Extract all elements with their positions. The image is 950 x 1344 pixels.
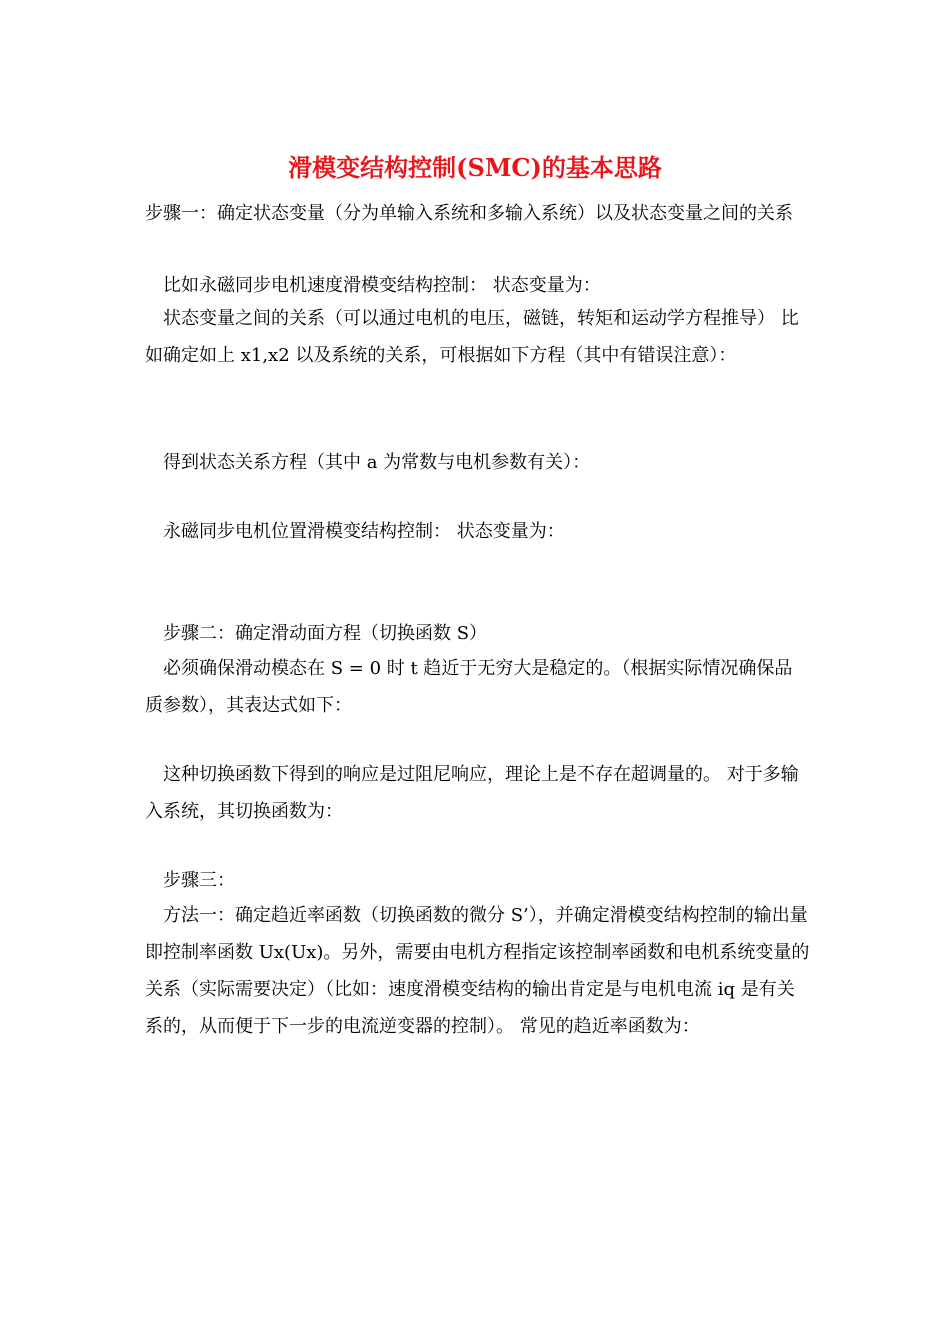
paragraph-position-control: 永磁同步电机位置滑模变结构控制： 状态变量为： [163, 521, 565, 542]
paragraph-speed-control: 比如永磁同步电机速度滑模变结构控制： 状态变量为： [163, 275, 601, 296]
paragraph-step-two: 步骤二：确定滑动面方程（切换函数 S） [163, 623, 488, 644]
paragraph-step-three: 步骤三： [163, 870, 235, 891]
paragraph-overdamped: 这种切换函数下得到的响应是过阻尼响应，理论上是不存在超调量的。 对于多输入系统，其切换函数为： [145, 764, 799, 822]
paragraph-state-equation: 得到状态关系方程（其中 a 为常数与电机参数有关）： [163, 452, 591, 473]
document-title: 滑模变结构控制(SMC)的基本思路 [288, 153, 662, 182]
paragraph-method-one: 方法一：确定趋近率函数（切换函数的微分 S’），并确定滑模变结构控制的输出量即控制率函数 Ux(Ux)。另外，需要由电机方程指定该控制率函数和电机系统变量的关系（实际需要决定）（比如：速度滑模变结构的输出肯定是与电机电流 iq 是有关系的，从而便于下一步的电流逆变器的控制）。 常见的趋近率函数为： [145, 905, 810, 1037]
paragraph-sliding-mode: 必须确保滑动模态在 S = 0 时 t 趋近于无穷大是稳定的。（根据实际情况确保品质参数），其表达式如下： [145, 658, 793, 716]
paragraph-step-one: 步骤一：确定状态变量（分为单输入系统和多输入系统）以及状态变量之间的关系 [145, 203, 793, 224]
paragraph-state-relation: 状态变量之间的关系（可以通过电机的电压，磁链，转矩和运动学方程推导） 比如确定如上 x1,x2 以及系统的关系，可根据如下方程（其中有错误注意）： [145, 308, 799, 366]
